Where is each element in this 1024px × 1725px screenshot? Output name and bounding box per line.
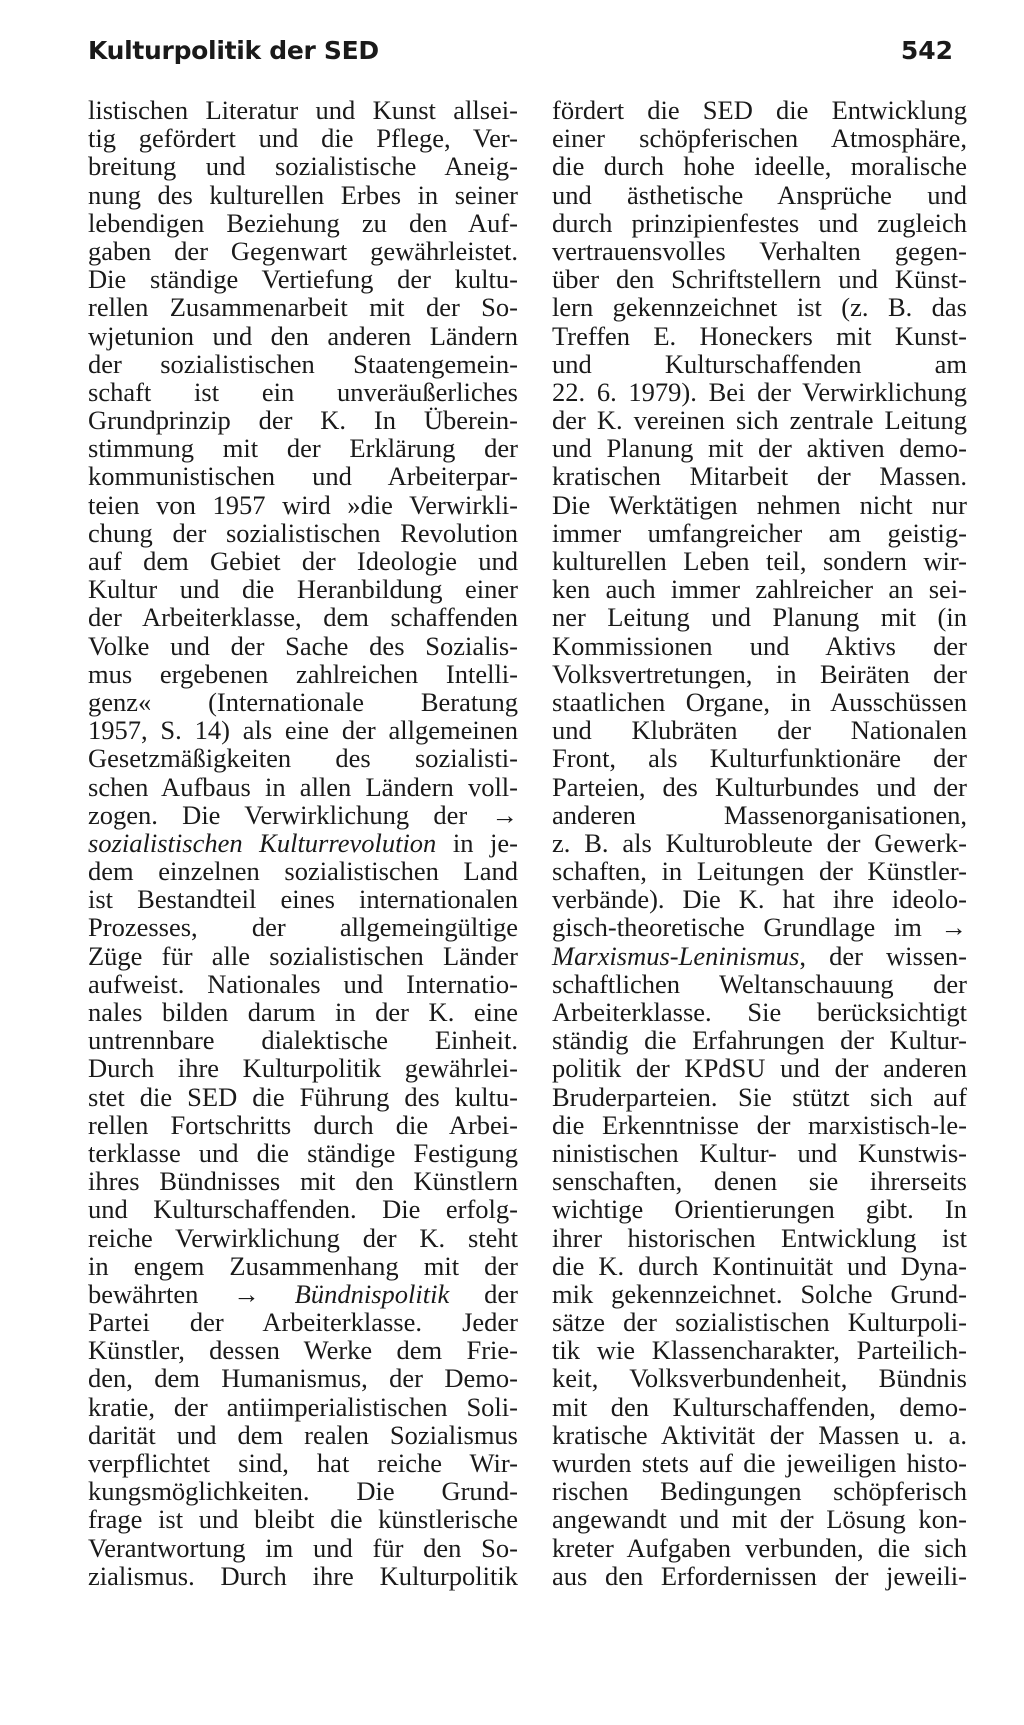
text-line: wjetunion und den anderen Ländern (88, 320, 518, 351)
text-line: Front, als Kulturfunktionäre der (552, 743, 967, 774)
text-line: tik wie Klassencharakter, Parteilich- (552, 1335, 967, 1366)
text-line: gisch-theoretische Grundlage im → (552, 912, 967, 943)
text-line: schaften, in Leitungen der Künstler- (552, 856, 967, 887)
text-line: und Kulturschaffenden. Die erfolg- (88, 1194, 518, 1225)
text-line: darität und dem realen Sozialismus (88, 1419, 518, 1450)
text-line: rellen Zusammenarbeit mit der So- (88, 292, 518, 323)
text-line: durch prinzipienfestes und zugleich (552, 207, 967, 238)
text-line: verpflichtet sind, hat reiche Wir- (88, 1448, 518, 1478)
text-line: verbände). Die K. hat ihre ideolo- (552, 884, 967, 915)
text-line: keit, Volksverbundenheit, Bündnis (552, 1363, 967, 1394)
text-line: teien von 1957 wird »die Verwirkli- (88, 489, 518, 520)
text-line: ständig die Erfahrungen der Kultur- (552, 1025, 967, 1056)
text-line: stet die SED die Führung des kultu- (88, 1081, 518, 1112)
text-line: mit den Kulturschaffenden, demo- (552, 1391, 967, 1422)
text-line: Treffen E. Honeckers mit Kunst- (552, 320, 967, 351)
text-line: untrennbare dialektische Einheit. (88, 1025, 518, 1056)
text-line: Die Werktätigen nehmen nicht nur (552, 489, 967, 520)
text-line: kungsmöglichkeiten. Die Grund- (88, 1476, 518, 1507)
text-line: wichtige Orientierungen gibt. In (552, 1194, 967, 1225)
text-line: und Kulturschaffenden am (552, 348, 967, 379)
text-line: Die ständige Vertiefung der kultu- (88, 264, 518, 295)
text-line: ken auch immer zahlreicher an sei- (552, 574, 967, 605)
text-line: breitung und sozialistische Aneig- (88, 151, 518, 182)
text-line: angewandt und mit der Lösung kon- (552, 1504, 967, 1535)
text-line: aus den Erfordernissen der jeweili- (552, 1560, 967, 1591)
text-line: 22. 6. 1979). Bei der Verwirklichung (552, 376, 967, 407)
text-line: zogen. Die Verwirklichung der → (88, 799, 518, 830)
text-line: ner Leitung und Planung mit (in (552, 602, 967, 633)
text-line: den, dem Humanismus, der Demo- (88, 1363, 518, 1394)
text-line: mik gekennzeichnet. Solche Grund- (552, 1278, 967, 1309)
text-line: der sozialistischen Staatengemein- (88, 348, 518, 379)
text-line: Künstler, dessen Werke dem Frie- (88, 1335, 518, 1366)
text-line: Kultur und die Heranbildung einer (88, 574, 518, 605)
text-line: mus ergebenen zahlreichen Intelli- (88, 658, 518, 689)
text-line: gaben der Gegenwart gewährleistet. (88, 235, 518, 266)
text-line: bewährten → Bündnispolitik der (88, 1278, 518, 1309)
text-line: und ästhetische Ansprüche und (552, 179, 967, 210)
text-line: kulturellen Leben teil, sondern wir- (552, 546, 967, 576)
text-line: rellen Fortschritts durch die Arbei- (88, 1109, 518, 1140)
text-line: ihrer historischen Entwicklung ist (552, 1222, 967, 1253)
text-line: politik der KPdSU und der anderen (552, 1053, 967, 1084)
text-line: schaftlichen Weltanschauung der (552, 968, 967, 999)
text-line: nales bilden darum in der K. eine (88, 997, 518, 1027)
text-line: kommunistischen und Arbeiterpar- (88, 461, 518, 492)
text-line: listischen Literatur und Kunst allsei- (88, 95, 518, 125)
text-line: lebendigen Beziehung zu den Auf- (88, 207, 518, 238)
text-line: und Klubräten der Nationalen (552, 715, 967, 746)
text-line: in engem Zusammenhang mit der (88, 1250, 518, 1281)
text-line: Gesetzmäßigkeiten des sozialisti- (88, 743, 518, 774)
text-line: anderen Massenorganisationen, (552, 799, 967, 830)
text-line: chung der sozialistischen Revolution (88, 517, 518, 548)
text-line: vertrauensvolles Verhalten gegen- (552, 235, 967, 266)
text-line: schen Aufbaus in allen Ländern voll- (88, 771, 518, 802)
text-line: dem einzelnen sozialistischen Land (88, 856, 518, 887)
text-line: die Erkenntnisse der marxistisch-le- (552, 1109, 967, 1140)
text-line: schaft ist ein unveräußerliches (88, 376, 518, 407)
text-line: der Arbeiterklasse, dem schaffenden (88, 602, 518, 633)
text-line: und Planung mit der aktiven demo- (552, 433, 967, 464)
text-line: staatlichen Organe, in Ausschüssen (552, 686, 967, 717)
text-line: immer umfangreicher am geistig- (552, 517, 967, 548)
text-line: senschaften, denen sie ihrerseits (552, 1166, 967, 1197)
text-line: Arbeiterklasse. Sie berücksichtigt (552, 997, 967, 1027)
text-line: Bruderparteien. Sie stützt sich auf (552, 1081, 967, 1112)
text-line: Marxismus-Leninismus, der wissen- (552, 940, 967, 971)
page-number: 542 (900, 36, 953, 65)
text-line: stimmung mit der Erklärung der (88, 433, 518, 464)
running-header (88, 36, 953, 86)
left-text-column (88, 96, 518, 1590)
text-line: Durch ihre Kulturpolitik gewährlei- (88, 1053, 518, 1084)
text-line: z. B. als Kulturobleute der Gewerk- (552, 827, 967, 858)
text-line: einer schöpferischen Atmosphäre, (552, 123, 967, 154)
text-line: kratie, der antiimperialistischen Soli- (88, 1391, 518, 1422)
text-line: rischen Bedingungen schöpferisch (552, 1476, 967, 1507)
text-line: nung des kulturellen Erbes in seiner (88, 179, 518, 210)
text-line: auf dem Gebiet der Ideologie und (88, 546, 518, 576)
right-text-column (552, 96, 967, 1590)
text-line: Grundprinzip der K. In Überein- (88, 405, 518, 436)
text-line: über den Schriftstellern und Künst- (552, 264, 967, 295)
text-line: Volksvertretungen, in Beiräten der (552, 658, 967, 689)
text-line: Parteien, des Kulturbundes und der (552, 771, 967, 802)
text-line: aufweist. Nationales und Internatio- (88, 968, 518, 999)
text-line: lern gekennzeichnet ist (z. B. das (552, 292, 967, 323)
text-line: frage ist und bleibt die künstlerische (88, 1504, 518, 1535)
text-line: Volke und der Sache des Sozialis- (88, 630, 518, 661)
text-line: reiche Verwirklichung der K. steht (88, 1222, 518, 1253)
text-line: Verantwortung im und für den So- (88, 1532, 518, 1563)
text-line: die K. durch Kontinuität und Dyna- (552, 1250, 967, 1281)
text-line: tig gefördert und die Pflege, Ver- (88, 123, 518, 154)
text-line: kreter Aufgaben verbunden, die sich (552, 1532, 967, 1563)
text-line: Partei der Arbeiterklasse. Jeder (88, 1307, 518, 1338)
text-line: die durch hohe ideelle, moralische (552, 151, 967, 182)
text-line: ihres Bündnisses mit den Künstlern (88, 1166, 518, 1197)
text-line: 1957, S. 14) als eine der allgemeinen (88, 715, 518, 746)
text-line: zialismus. Durch ihre Kulturpolitik (88, 1560, 518, 1591)
running-title: Kulturpolitik der SED (88, 36, 379, 65)
text-line: Kommissionen und Aktivs der (552, 630, 967, 661)
text-line: kratische Aktivität der Massen u. a. (552, 1419, 967, 1450)
text-line: ninistischen Kultur- und Kunstwis- (552, 1137, 967, 1168)
text-line: Züge für alle sozialistischen Länder (88, 940, 518, 971)
text-line: terklasse und die ständige Festigung (88, 1137, 518, 1168)
text-line: wurden stets auf die jeweiligen histo- (552, 1448, 967, 1478)
text-line: ist Bestandteil eines internationalen (88, 884, 518, 915)
text-line: sozialistischen Kulturrevolution in je- (88, 827, 518, 858)
text-line: Prozesses, der allgemeingültige (88, 912, 518, 943)
text-line: fördert die SED die Entwicklung (552, 95, 967, 125)
text-line: der K. vereinen sich zentrale Leitung (552, 405, 967, 436)
text-line: genz« (Internationale Beratung (88, 686, 518, 717)
text-line: sätze der sozialistischen Kulturpoli- (552, 1307, 967, 1338)
text-line: kratischen Mitarbeit der Massen. (552, 461, 967, 492)
